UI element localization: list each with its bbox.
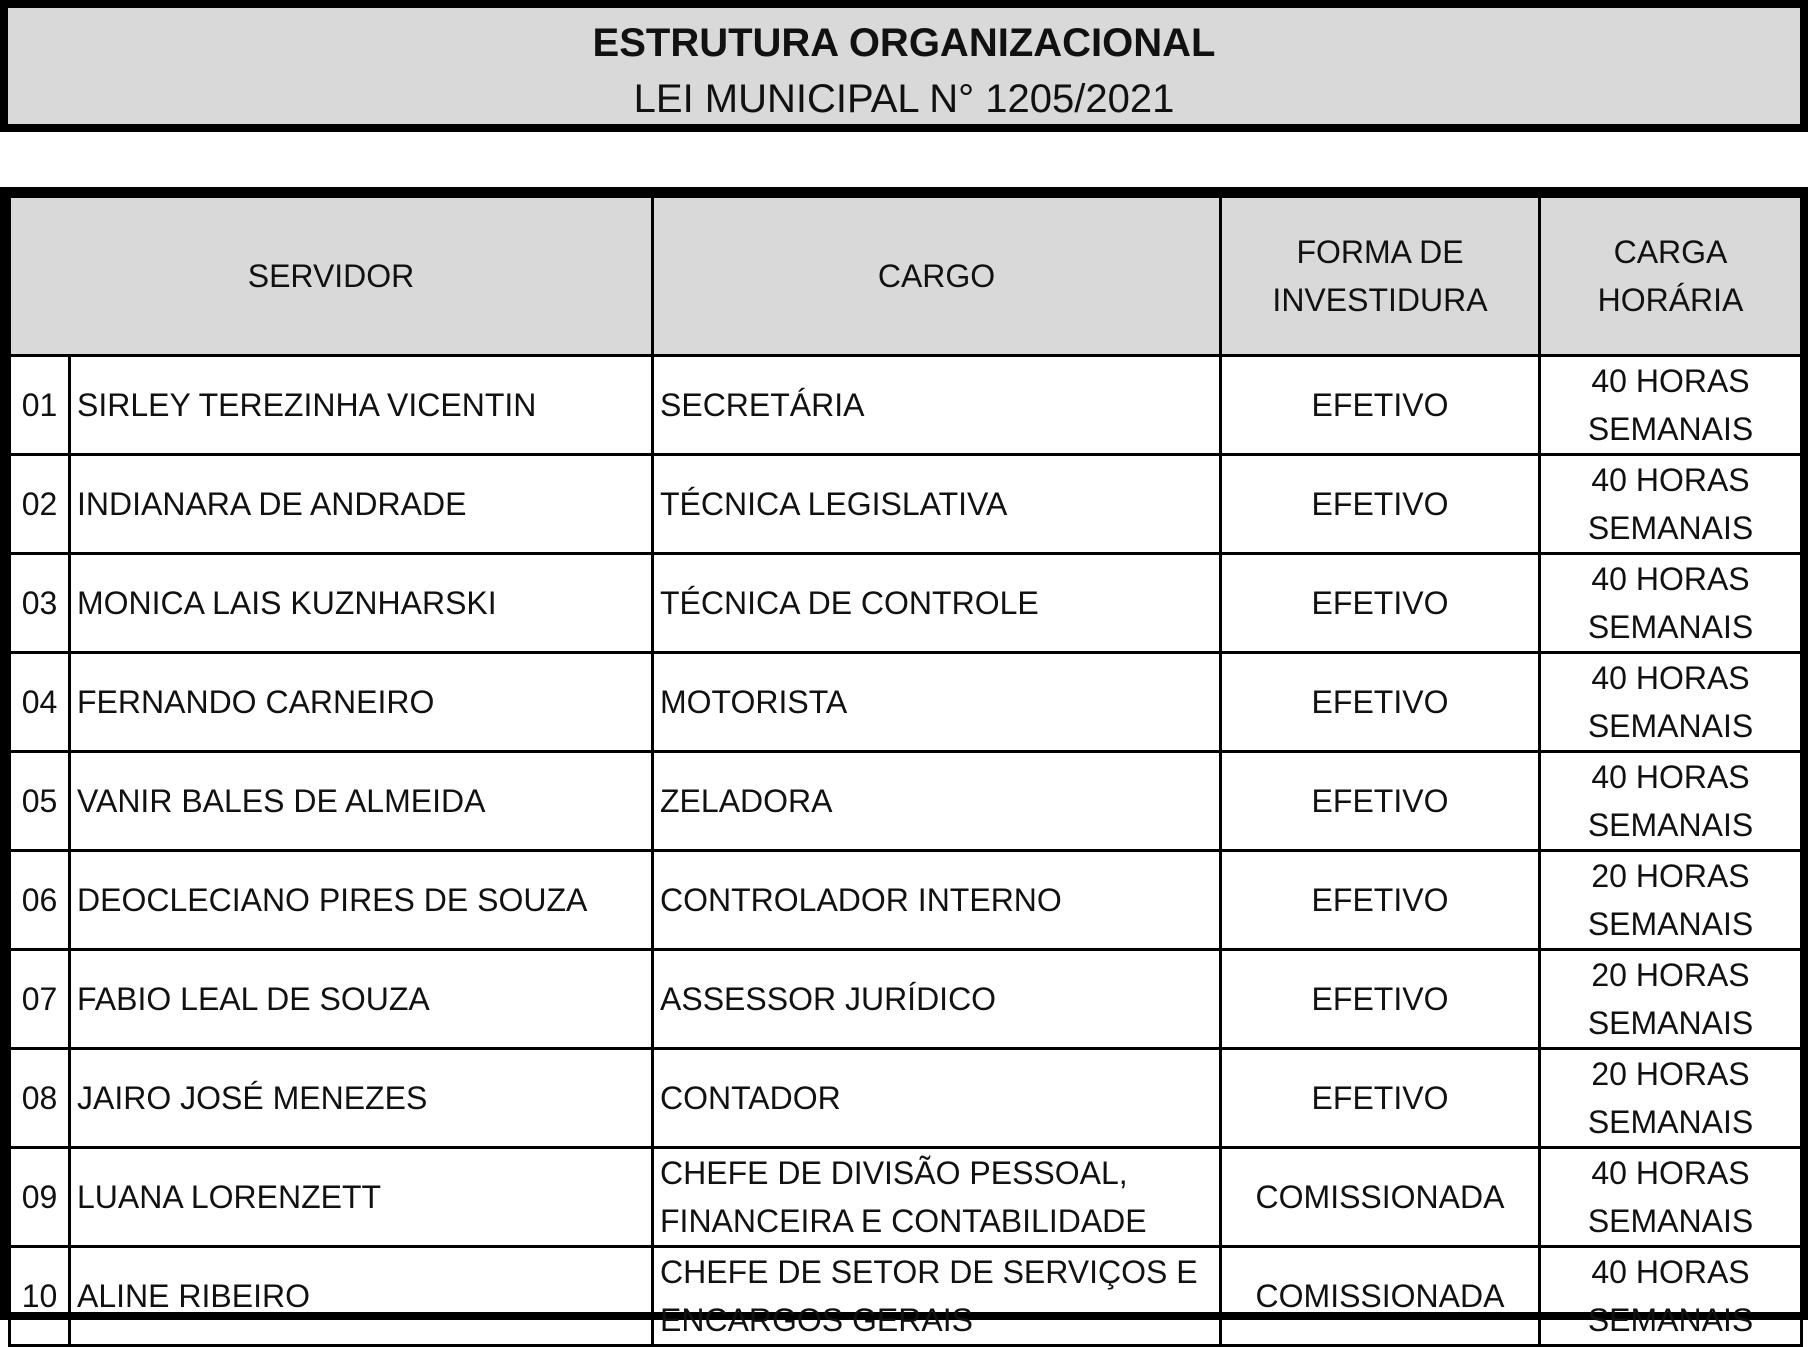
carga-horaria-unit: SEMANAIS bbox=[1587, 609, 1754, 645]
cargo-cell bbox=[653, 1247, 1221, 1346]
row-number: 07 bbox=[10, 950, 70, 1049]
forma-investidura: COMISSIONADA bbox=[1221, 1148, 1540, 1247]
column-header-carga bbox=[1540, 197, 1802, 356]
carga-horaria-cell bbox=[1540, 950, 1802, 1049]
carga-horaria-cell bbox=[1540, 356, 1802, 455]
forma-investidura: EFETIVO bbox=[1221, 851, 1540, 950]
carga-horaria-unit: SEMANAIS bbox=[1587, 1302, 1754, 1338]
column-header-forma-line1: FORMA DE bbox=[1296, 234, 1464, 270]
cargo-cell bbox=[653, 653, 1221, 752]
carga-horaria-unit: SEMANAIS bbox=[1587, 708, 1754, 744]
cargo-line: SECRETÁRIA bbox=[660, 387, 865, 423]
carga-horaria-hours: 40 HORAS bbox=[1591, 660, 1750, 696]
staff-table bbox=[8, 195, 1803, 1347]
carga-horaria-unit: SEMANAIS bbox=[1587, 1203, 1754, 1239]
document-subtitle: LEI MUNICIPAL N° 1205/2021 bbox=[633, 77, 1175, 121]
row-number: 08 bbox=[10, 1049, 70, 1148]
carga-horaria-hours: 40 HORAS bbox=[1591, 759, 1750, 795]
column-header-carga-line2: HORÁRIA bbox=[1597, 282, 1744, 318]
cargo-line-2: FINANCEIRA E CONTABILIDADE bbox=[660, 1203, 1147, 1239]
carga-horaria-hours: 40 HORAS bbox=[1591, 1254, 1750, 1290]
table-row bbox=[10, 1148, 1802, 1247]
column-header-carga-line1: CARGA bbox=[1613, 234, 1728, 270]
carga-horaria-unit: SEMANAIS bbox=[1587, 1104, 1754, 1140]
servidor-name: JAIRO JOSÉ MENEZES bbox=[70, 1049, 653, 1148]
cargo-line: TÉCNICA LEGISLATIVA bbox=[660, 486, 1008, 522]
carga-horaria-unit: SEMANAIS bbox=[1587, 411, 1754, 447]
document-header bbox=[0, 0, 1808, 132]
carga-horaria-cell bbox=[1540, 1148, 1802, 1247]
forma-investidura: EFETIVO bbox=[1221, 356, 1540, 455]
servidor-name: SIRLEY TEREZINHA VICENTIN bbox=[70, 356, 653, 455]
row-number: 02 bbox=[10, 455, 70, 554]
cargo-cell bbox=[653, 1049, 1221, 1148]
column-header-forma bbox=[1221, 197, 1540, 356]
row-number: 06 bbox=[10, 851, 70, 950]
table-row bbox=[10, 455, 1802, 554]
forma-investidura: EFETIVO bbox=[1221, 950, 1540, 1049]
servidor-name: FABIO LEAL DE SOUZA bbox=[70, 950, 653, 1049]
cargo-cell bbox=[653, 356, 1221, 455]
cargo-line: MOTORISTA bbox=[660, 684, 848, 720]
carga-horaria-cell bbox=[1540, 752, 1802, 851]
cargo-line: ZELADORA bbox=[660, 783, 833, 819]
carga-horaria-hours: 40 HORAS bbox=[1591, 1155, 1750, 1191]
row-number: 03 bbox=[10, 554, 70, 653]
carga-horaria-cell bbox=[1540, 1247, 1802, 1346]
forma-investidura: EFETIVO bbox=[1221, 1049, 1540, 1148]
cargo-line: CHEFE DE SETOR DE SERVIÇOS E bbox=[660, 1254, 1198, 1290]
carga-horaria-hours: 40 HORAS bbox=[1591, 561, 1750, 597]
forma-investidura: EFETIVO bbox=[1221, 752, 1540, 851]
cargo-line: CHEFE DE DIVISÃO PESSOAL, bbox=[660, 1155, 1128, 1191]
row-number: 01 bbox=[10, 356, 70, 455]
servidor-name: LUANA LORENZETT bbox=[70, 1148, 653, 1247]
carga-horaria-cell bbox=[1540, 851, 1802, 950]
cargo-line: TÉCNICA DE CONTROLE bbox=[660, 585, 1039, 621]
cargo-cell bbox=[653, 851, 1221, 950]
row-number: 04 bbox=[10, 653, 70, 752]
table-row bbox=[10, 950, 1802, 1049]
carga-horaria-unit: SEMANAIS bbox=[1587, 906, 1754, 942]
cargo-line: CONTROLADOR INTERNO bbox=[660, 882, 1062, 918]
table-row bbox=[10, 653, 1802, 752]
servidor-name: MONICA LAIS KUZNHARSKI bbox=[70, 554, 653, 653]
cargo-cell bbox=[653, 752, 1221, 851]
table-row bbox=[10, 1049, 1802, 1148]
table-row bbox=[10, 356, 1802, 455]
cargo-cell bbox=[653, 950, 1221, 1049]
carga-horaria-unit: SEMANAIS bbox=[1587, 510, 1754, 546]
table-row bbox=[10, 851, 1802, 950]
table-row bbox=[10, 1247, 1802, 1346]
cargo-cell bbox=[653, 455, 1221, 554]
cargo-line: ASSESSOR JURÍDICO bbox=[660, 981, 997, 1017]
carga-horaria-unit: SEMANAIS bbox=[1587, 807, 1754, 843]
staff-table-container bbox=[0, 187, 1808, 1338]
carga-horaria-hours: 40 HORAS bbox=[1591, 363, 1750, 399]
table-row bbox=[10, 752, 1802, 851]
row-number: 10 bbox=[10, 1247, 70, 1346]
column-header-cargo: CARGO bbox=[653, 197, 1221, 356]
carga-horaria-hours: 20 HORAS bbox=[1591, 957, 1750, 993]
document-title: ESTRUTURA ORGANIZACIONAL bbox=[592, 21, 1216, 65]
carga-horaria-hours: 20 HORAS bbox=[1591, 1056, 1750, 1092]
carga-horaria-cell bbox=[1540, 554, 1802, 653]
carga-horaria-unit: SEMANAIS bbox=[1587, 1005, 1754, 1041]
table-header-row bbox=[10, 197, 1802, 356]
carga-horaria-hours: 40 HORAS bbox=[1591, 462, 1750, 498]
servidor-name: INDIANARA DE ANDRADE bbox=[70, 455, 653, 554]
column-header-forma-line2: INVESTIDURA bbox=[1272, 282, 1488, 318]
forma-investidura: EFETIVO bbox=[1221, 554, 1540, 653]
cargo-line-2: ENCARGOS GERAIS bbox=[660, 1302, 973, 1338]
row-number: 05 bbox=[10, 752, 70, 851]
forma-investidura: EFETIVO bbox=[1221, 455, 1540, 554]
table-row bbox=[10, 554, 1802, 653]
row-number: 09 bbox=[10, 1148, 70, 1247]
servidor-name: VANIR BALES DE ALMEIDA bbox=[70, 752, 653, 851]
column-header-servidor: SERVIDOR bbox=[10, 197, 653, 356]
carga-horaria-cell bbox=[1540, 653, 1802, 752]
carga-horaria-hours: 20 HORAS bbox=[1591, 858, 1750, 894]
servidor-name: FERNANDO CARNEIRO bbox=[70, 653, 653, 752]
cargo-cell bbox=[653, 554, 1221, 653]
forma-investidura: COMISSIONADA bbox=[1221, 1247, 1540, 1346]
cargo-line: CONTADOR bbox=[660, 1080, 841, 1116]
servidor-name: ALINE RIBEIRO bbox=[70, 1247, 653, 1346]
cargo-cell bbox=[653, 1148, 1221, 1247]
carga-horaria-cell bbox=[1540, 1049, 1802, 1148]
carga-horaria-cell bbox=[1540, 455, 1802, 554]
forma-investidura: EFETIVO bbox=[1221, 653, 1540, 752]
servidor-name: DEOCLECIANO PIRES DE SOUZA bbox=[70, 851, 653, 950]
